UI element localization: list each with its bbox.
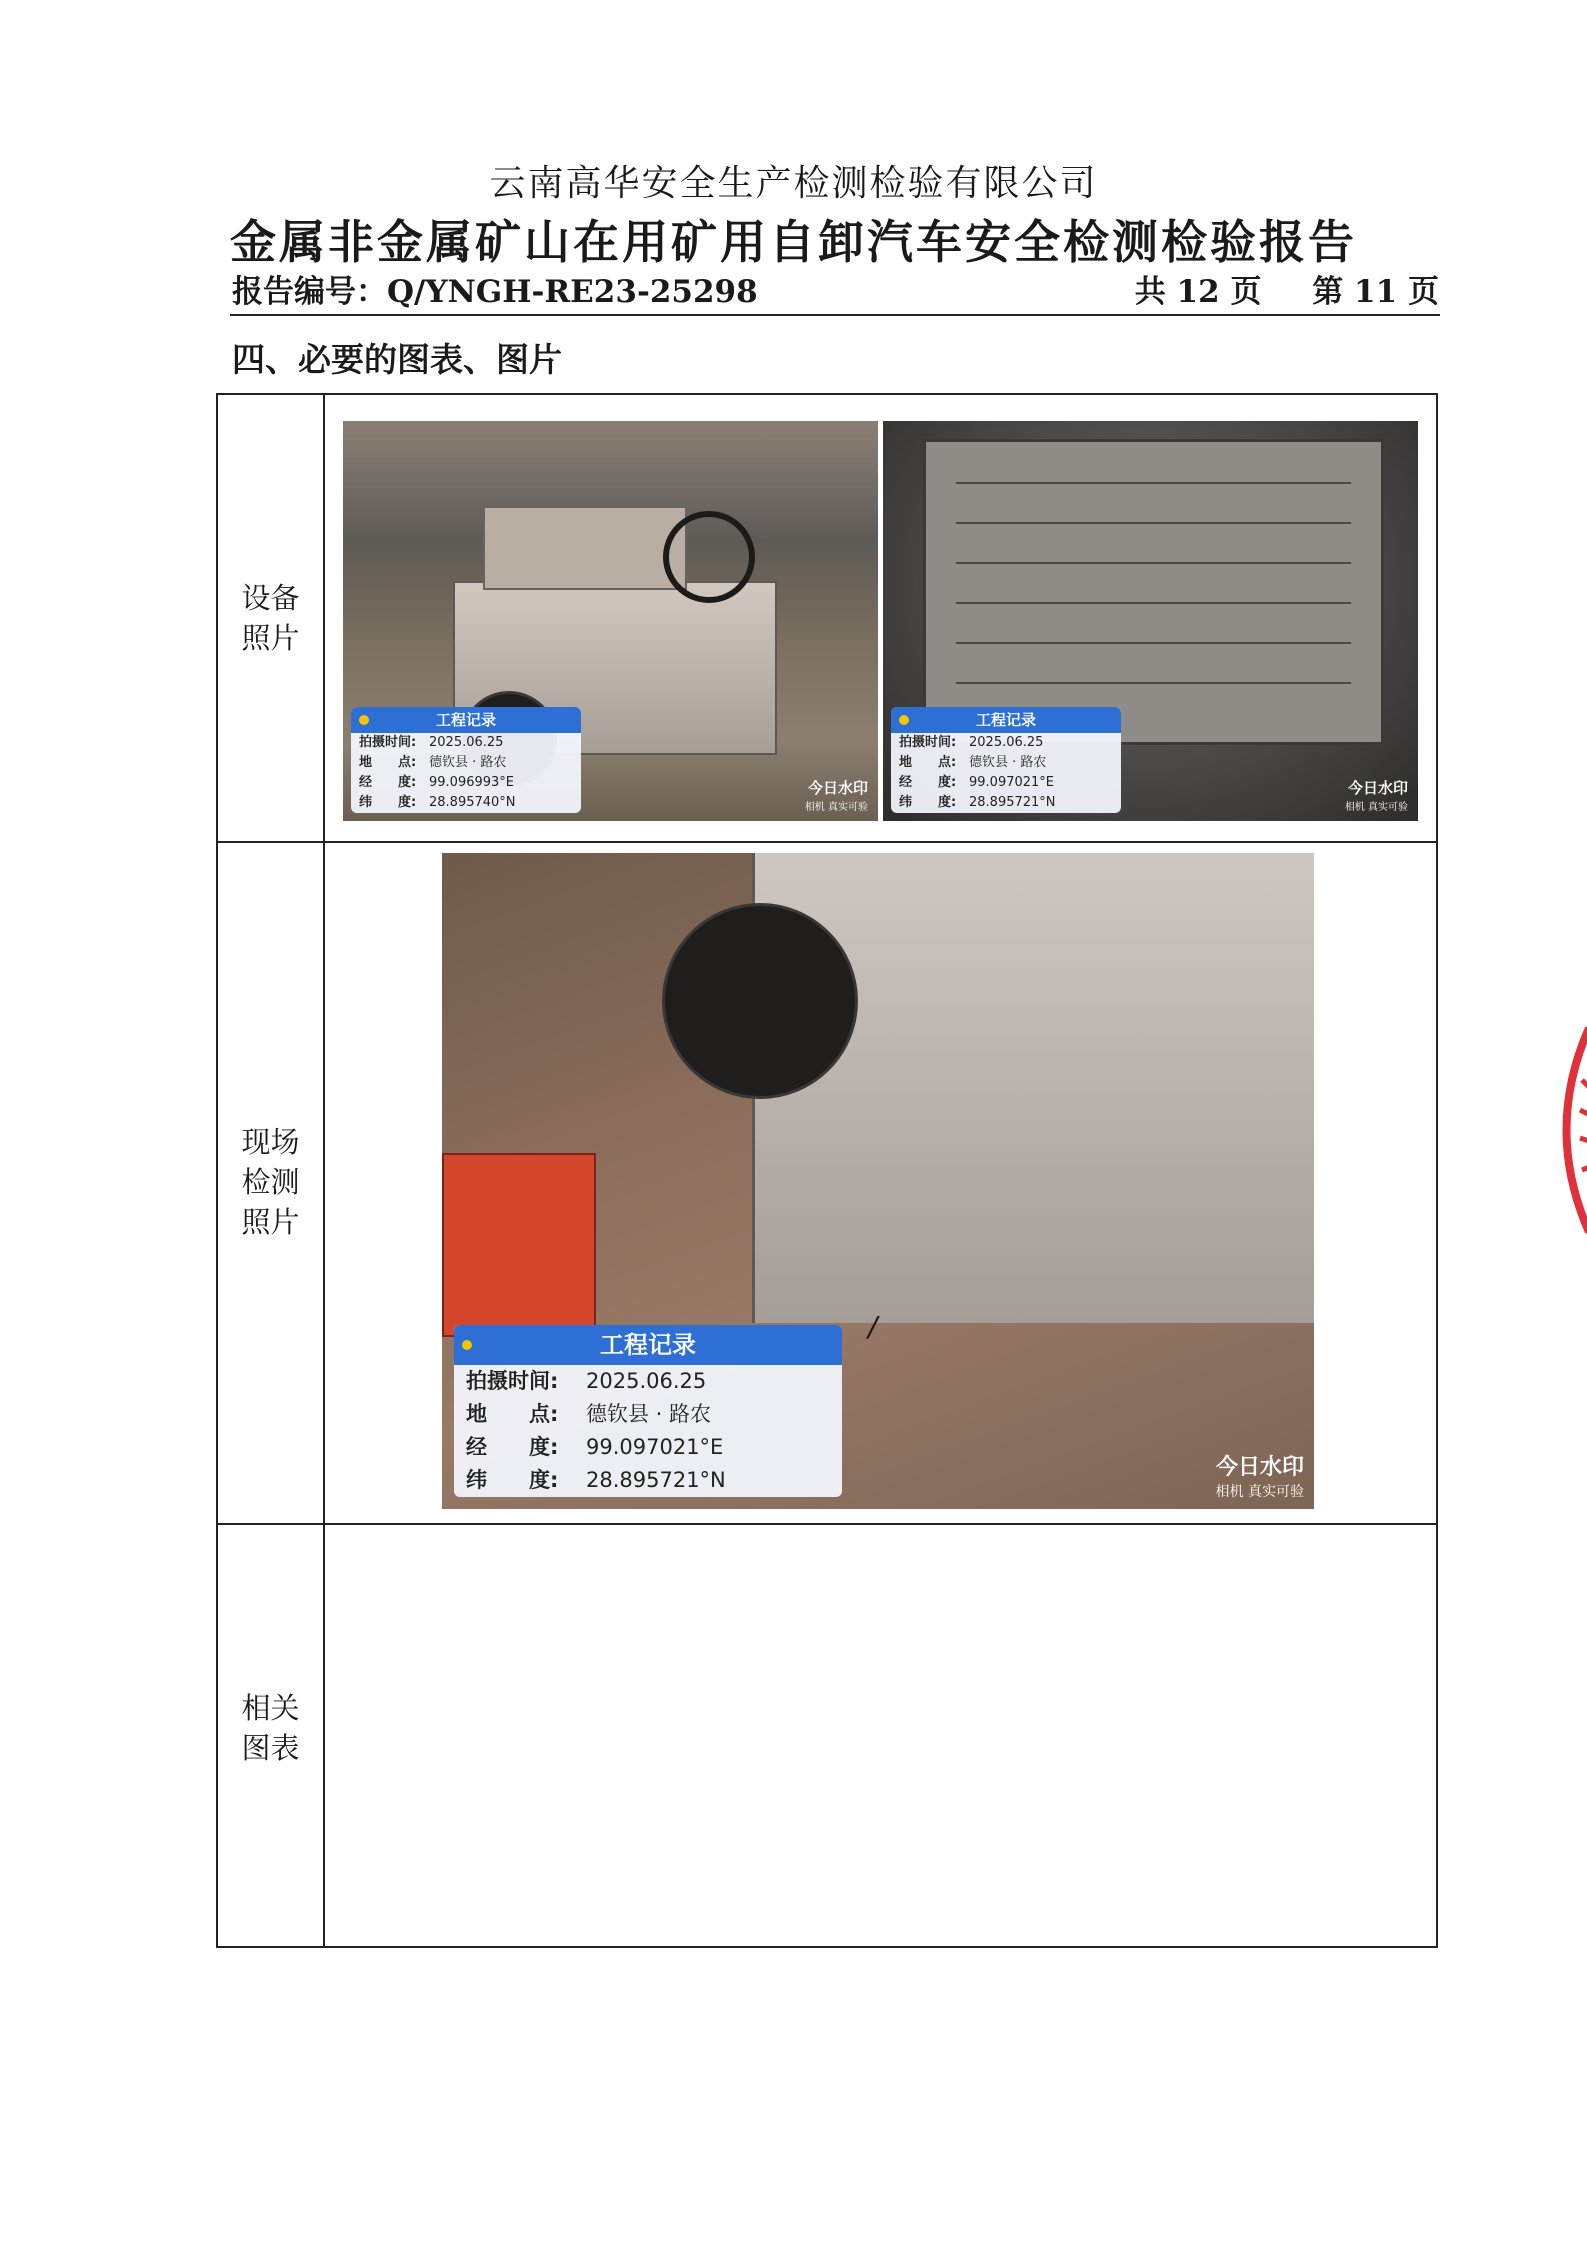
current-page: 第 11 页: [1312, 274, 1439, 310]
watermark-longitude: 经 度: 99.097021°E: [466, 1435, 724, 1459]
location-dot-icon: [359, 715, 369, 725]
watermark-longitude: 经 度: 99.096993°E: [359, 775, 515, 790]
vehicle-cab: [483, 506, 687, 590]
truck-body: [752, 853, 1314, 1323]
watermark-brand: 今日水印 相机 真实可验: [1344, 779, 1408, 813]
watermark-brand: 今日水印 相机 真实可验: [804, 779, 868, 813]
report-number: 报告编号：Q/YNGH-RE23-25298: [232, 274, 758, 310]
watermark-latitude: 纬 度: 28.895721°N: [899, 795, 1056, 810]
watermark-location: 地 点: 德钦县 · 路农: [466, 1402, 712, 1426]
row-divider: [218, 1523, 1436, 1525]
company-name: 云南高华安全生产检测检验有限公司: [489, 163, 1098, 204]
watermark-card: 工程记录 拍摄时间: 2025.06.25 地 点: 德钦县 · 路农 经 度: 99.096993°E 纬 度: 28.895740°N: [351, 707, 581, 813]
site-test-photo: [442, 853, 1314, 1509]
watermark-longitude: 经 度: 99.097021°E: [899, 775, 1055, 790]
column-divider: [323, 395, 325, 1946]
report-title: 金属非金属矿山在用矿用自卸汽车安全检测检验报告: [230, 215, 1357, 269]
watermark-location: 地 点: 德钦县 · 路农: [359, 755, 507, 770]
equipment-photo: [343, 421, 878, 821]
watermark-card: 工程记录 拍摄时间: 2025.06.25 地 点: 德钦县 · 路农 经 度: 99.097021°E 纬 度: 28.895721°N: [891, 707, 1121, 813]
test-instrument: [442, 1153, 596, 1337]
watermark-latitude: 纬 度: 28.895721°N: [466, 1468, 726, 1492]
row-divider: [218, 841, 1436, 843]
total-pages: 共 12 页: [1134, 274, 1262, 310]
watermark-time: 拍摄时间: 2025.06.25: [359, 735, 504, 750]
row-label-equipment-photo: 设备 照片: [241, 581, 300, 655]
location-dot-icon: [899, 715, 909, 725]
nameplate: [923, 439, 1384, 745]
watermark-latitude: 纬 度: 28.895740°N: [359, 795, 516, 810]
figures-table: [216, 393, 1438, 1948]
section-title: 四、必要的图表、图片: [232, 340, 562, 379]
page-count: [1127, 266, 1439, 311]
row-label-site-test-photo: 现场 检测 照片: [241, 1125, 300, 1239]
empty-content-mark: /: [868, 1310, 878, 1343]
steering-wheel: [663, 511, 755, 603]
truck-wheel: [662, 903, 858, 1099]
watermark-brand: 今日水印 相机 真实可验: [1215, 1455, 1304, 1500]
watermark-time: 拍摄时间: 2025.06.25: [899, 735, 1044, 750]
nameplate-photo: [883, 421, 1418, 821]
row-label-related-charts: 相关 图表: [241, 1691, 300, 1765]
header-rule: [230, 314, 1440, 316]
location-dot-icon: [462, 1340, 472, 1350]
watermark-card: 工程记录 拍摄时间: 2025.06.25 地 点: 德钦县 · 路农 经 度: 99.097021°E 纬 度: 28.895721°N: [454, 1325, 842, 1497]
red-seal-fragment: [1534, 1020, 1587, 1240]
watermark-time: 拍摄时间: 2025.06.25: [466, 1369, 707, 1393]
watermark-location: 地 点: 德钦县 · 路农: [899, 755, 1047, 770]
